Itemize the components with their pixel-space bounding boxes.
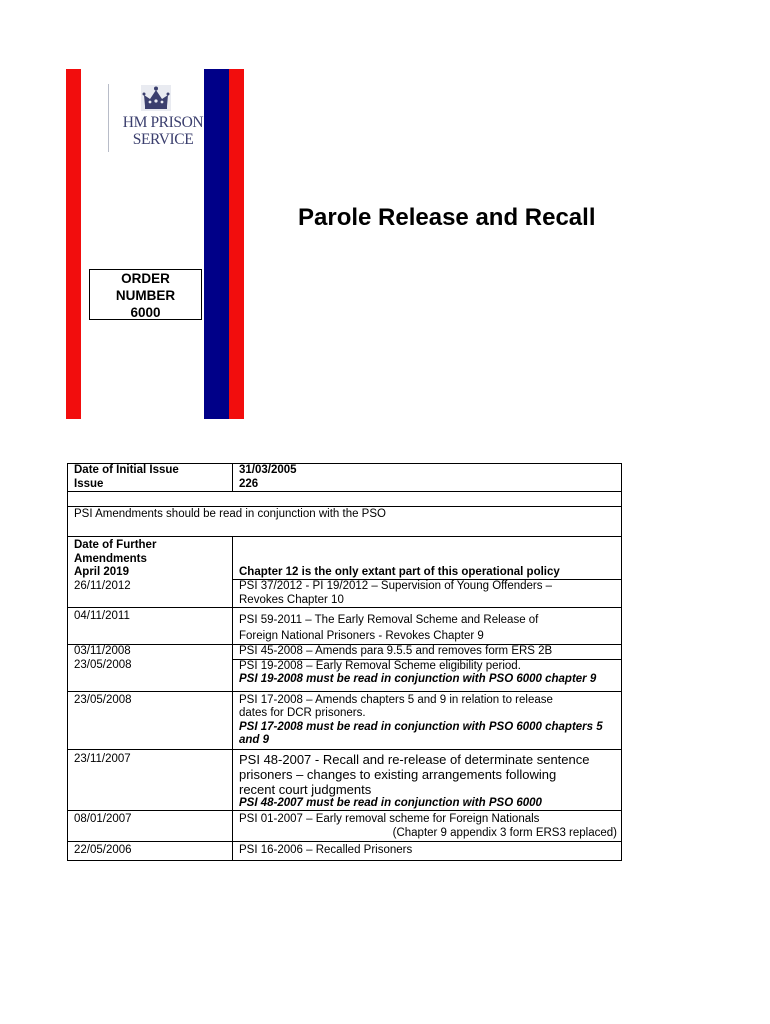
amendment-line: PSI 37/2012 - PI 19/2012 – Supervision of Young Offenders – [239, 580, 553, 592]
table-cell [233, 464, 622, 492]
amendment-date: 08/01/2007 [74, 813, 132, 825]
crown-icon [140, 84, 172, 112]
amendment-date: 26/11/2012 [74, 579, 131, 592]
psi-note-cell [68, 507, 622, 537]
psi-note: PSI Amendments should be read in conjunction with the PSO [74, 508, 386, 520]
table-cell [68, 659, 233, 691]
amendment-line: (Chapter 9 appendix 3 form ERS3 replaced) [392, 826, 617, 839]
table-row [68, 537, 622, 580]
table-cell [68, 645, 233, 660]
amendment-line: PSI 01-2007 – Early removal scheme for Foreign Nationals [239, 813, 540, 825]
left-red-stripe [66, 69, 81, 419]
table-row [68, 645, 622, 660]
initial-issue-date: 31/03/2005 [239, 464, 297, 476]
amendment-line: prisoners – changes to existing arrangements following [239, 766, 557, 782]
table-cell [233, 659, 622, 691]
amendment-date: 04/11/2011 [74, 610, 130, 622]
order-number-box [89, 269, 202, 320]
amendment-note: PSI 48-2007 must be read in conjunction with PSO 6000 [239, 796, 542, 809]
order-number: 6000 [130, 305, 161, 320]
right-red-stripe [229, 69, 244, 419]
table-cell [233, 537, 622, 580]
table-row [68, 608, 622, 645]
table-row [68, 464, 622, 492]
table-cell [233, 580, 622, 608]
table-cell [233, 645, 622, 660]
table-cell [68, 580, 233, 608]
hm-prison-service-logo [108, 84, 203, 154]
table-row [68, 749, 622, 811]
issue-number: 226 [239, 477, 259, 490]
amendment-line: PSI 48-2007 - Recall and re-release of determinate sentence [239, 751, 590, 767]
amendment-line: dates for DCR prisoners. [239, 707, 366, 719]
further-amendments-label: Date of Further Amendments [74, 539, 157, 565]
table-cell [68, 492, 622, 507]
table-cell [68, 608, 233, 645]
amendment-line: Foreign National Prisoners - Revokes Chapter 9 [239, 630, 484, 642]
document-title: Parole Release and Recall [298, 204, 596, 231]
amendment-line: PSI 17-2008 – Amends chapters 5 and 9 in relation to release [239, 693, 553, 706]
table-cell [233, 842, 622, 861]
logo-text [117, 114, 209, 148]
initial-issue-label: Date of Initial Issue [74, 464, 179, 476]
table-cell [68, 691, 233, 749]
table-cell [233, 749, 622, 811]
order-label: ORDER [121, 271, 170, 286]
table-row [68, 811, 622, 842]
amendment-line: PSI 45-2008 – Amends para 9.5.5 and removes form ERS 2B [239, 645, 553, 657]
amendment-note: PSI 17-2008 must be read in conjunction with PSO 6000 chapters 5 and 9 [239, 720, 603, 746]
table-cell [68, 464, 233, 492]
issue-label: Issue [74, 477, 104, 490]
number-label: NUMBER [115, 288, 176, 303]
amendment-date: 23/05/2008 [74, 659, 132, 671]
amendment-note: PSI 19-2008 must be read in conjunction with PSO 6000 chapter 9 [239, 673, 597, 685]
amendment-date: 03/11/2008 [74, 645, 131, 657]
amendment-line: PSI 19-2008 – Early Removal Scheme eligibility period. [239, 659, 521, 672]
amendment-line: recent court judgments [239, 781, 372, 797]
table-cell [68, 537, 233, 580]
table-cell [68, 842, 233, 861]
logo-line-2: SERVICE [132, 131, 194, 148]
table-row [68, 842, 622, 861]
amendment-date: April 2019 [74, 566, 129, 578]
table-cell [233, 691, 622, 749]
table-cell [233, 608, 622, 645]
table-row [68, 691, 622, 749]
amendment-line: Chapter 12 is the only extant part of this operational policy [239, 565, 560, 578]
logo-divider [108, 84, 109, 152]
amendment-line: PSI 16-2006 – Recalled Prisoners [239, 844, 413, 856]
spacer-row [68, 492, 622, 507]
amendment-date: 22/05/2006 [74, 844, 132, 856]
table-cell [68, 811, 233, 842]
amendment-date: 23/11/2007 [74, 752, 131, 765]
table-row [68, 507, 622, 537]
amendments-table [67, 463, 622, 861]
table-row [68, 659, 622, 691]
logo-line-1: HM PRISON [122, 114, 204, 131]
table-row [68, 580, 622, 608]
amendment-line: PSI 59-2011 – The Early Removal Scheme and Release of [239, 614, 539, 626]
table-cell [233, 811, 622, 842]
amendment-line: Revokes Chapter 10 [239, 593, 344, 606]
amendment-date: 23/05/2008 [74, 693, 132, 706]
table-cell [68, 749, 233, 811]
